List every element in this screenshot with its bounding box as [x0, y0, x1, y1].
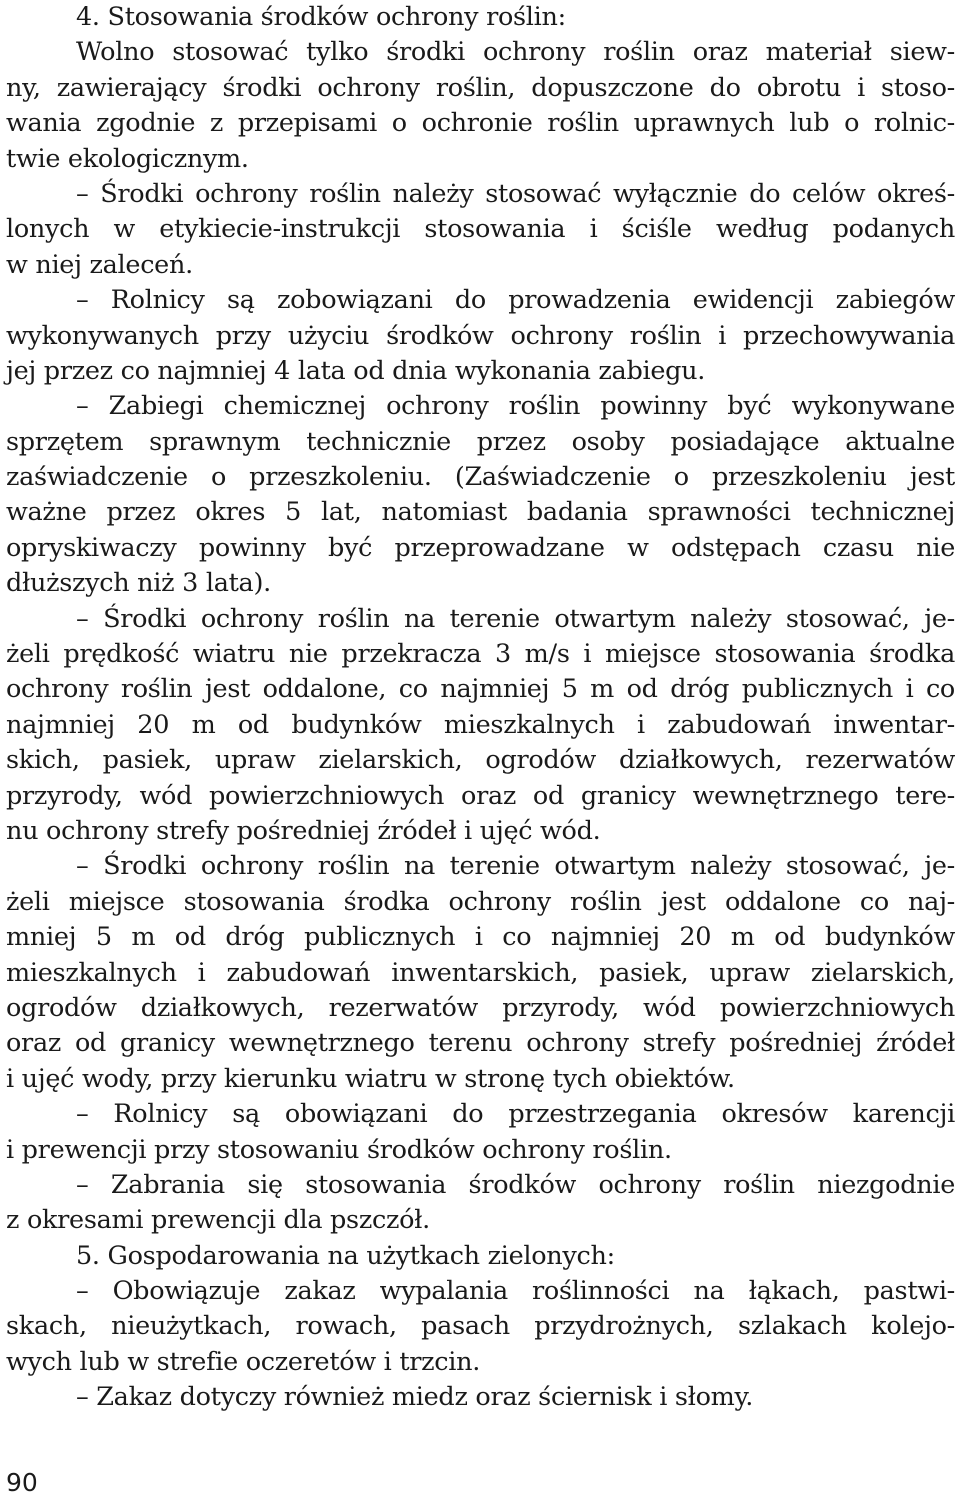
list-item	[6, 177, 955, 283]
paragraph-line: przyrody, wód powierzchniowych oraz od granicy wewnętrznego tere-	[6, 780, 955, 811]
list-item	[6, 1168, 955, 1239]
paragraph-line: ny, zawierający środki ochrony roślin, dopuszczone do obrotu i stoso-	[6, 72, 955, 103]
paragraph-line: lonych w etykiecie-instrukcji stosowania i ściśle według podanych	[6, 214, 955, 245]
paragraph-line: wych lub w strefie oczeretów i trzcin.	[6, 1346, 481, 1377]
paragraph-line: – Rolnicy są obowiązani do przestrzegania okresów karencji	[76, 1099, 955, 1130]
section-4	[6, 0, 955, 1239]
paragraph-line: w niej zaleceń.	[6, 249, 193, 280]
list-item	[6, 1380, 955, 1415]
paragraph-line: – Obowiązuje zakaz wypalania roślinności na łąkach, pastwi-	[76, 1276, 955, 1307]
paragraph-line: twie ekologicznym.	[6, 143, 249, 174]
paragraph-line: skach, nieużytkach, rowach, pasach przydrożnych, szlakach kolejo-	[6, 1311, 955, 1342]
paragraph-line: z okresami prewencji dla pszczół.	[6, 1205, 430, 1236]
page-number: 90	[6, 1468, 38, 1497]
section-heading: 4. Stosowania środków ochrony roślin:	[76, 2, 566, 32]
paragraph-line: wania zgodnie z przepisami o ochronie roślin uprawnych lub o rolnic-	[6, 108, 955, 139]
paragraph-line: ważne przez okres 5 lat, natomiast badania sprawności technicznej	[6, 497, 955, 528]
paragraph-line: dłuższych niż 3 lata).	[6, 568, 271, 599]
list-item	[6, 602, 955, 850]
section-5	[6, 1239, 955, 1416]
paragraph-line: – Środki ochrony roślin na terenie otwartym należy stosować, je-	[76, 851, 955, 882]
list-item	[6, 283, 955, 389]
paragraph-line: żeli miejsce stosowania środka ochrony roślin jest oddalone co naj-	[6, 886, 955, 917]
paragraph-line: skich, pasiek, upraw zielarskich, ogrodów działkowych, rezerwatów	[6, 745, 955, 776]
list-item	[6, 849, 955, 1097]
paragraph-line: oraz od granicy wewnętrznego terenu ochrony strefy pośredniej źródeł	[6, 1028, 955, 1059]
list-item	[6, 1097, 955, 1168]
list-item	[6, 1274, 955, 1380]
paragraph-line: Wolno stosować tylko środki ochrony roślin oraz materiał siew-	[76, 37, 955, 68]
paragraph-line: i prewencji przy stosowaniu środków ochrony roślin.	[6, 1134, 672, 1165]
paragraph-line: – Zakaz dotyczy również miedz oraz ściernisk i słomy.	[76, 1382, 754, 1413]
section-heading: 5. Gospodarowania na użytkach zielonych:	[76, 1240, 615, 1271]
paragraph-line: sprzętem sprawnym technicznie przez osoby posiadające aktualne	[6, 426, 955, 457]
paragraph-line: ochrony roślin jest oddalone, co najmniej 5 m od dróg publicznych i co	[6, 674, 955, 705]
paragraph-line: i ujęć wody, przy kierunku wiatru w stronę tych obiektów.	[6, 1063, 735, 1094]
paragraph-line: – Zabrania się stosowania środków ochrony roślin niezgodnie	[76, 1169, 955, 1200]
paragraph-line: – Zabiegi chemicznej ochrony roślin powinny być wykonywane	[76, 391, 955, 422]
paragraph-line: jej przez co najmniej 4 lata od dnia wykonania zabiegu.	[6, 355, 706, 386]
paragraph-line: mieszkalnych i zabudowań inwentarskich, pasiek, upraw zielarskich,	[6, 957, 955, 988]
paragraph-line: nu ochrony strefy pośredniej źródeł i ujęć wód.	[6, 815, 601, 846]
paragraph-line: – Środki ochrony roślin na terenie otwartym należy stosować, je-	[76, 603, 955, 634]
paragraph-line: opryskiwaczy powinny być przeprowadzane w odstępach czasu nie	[6, 532, 955, 563]
list-item	[6, 389, 955, 601]
intro-paragraph	[6, 35, 955, 177]
paragraph-line: ogrodów działkowych, rezerwatów przyrody, wód powierzchniowych	[6, 992, 955, 1023]
paragraph-line: – Rolnicy są zobowiązani do prowadzenia ewidencji zabiegów	[76, 285, 955, 316]
paragraph-line: zaświadczenie o przeszkoleniu. (Zaświadczenie o przeszkoleniu jest	[6, 462, 955, 493]
paragraph-line: żeli prędkość wiatru nie przekracza 3 m/s i miejsce stosowania środka	[6, 639, 955, 670]
paragraph-line: – Środki ochrony roślin należy stosować wyłącznie do celów okreś-	[76, 178, 955, 209]
paragraph-line: wykonywanych przy użyciu środków ochrony roślin i przechowywania	[6, 320, 955, 351]
document-page	[6, 0, 955, 1416]
paragraph-line: najmniej 20 m od budynków mieszkalnych i zabudowań inwentar-	[6, 709, 955, 740]
paragraph-line: mniej 5 m od dróg publicznych i co najmniej 20 m od budynków	[6, 922, 955, 953]
